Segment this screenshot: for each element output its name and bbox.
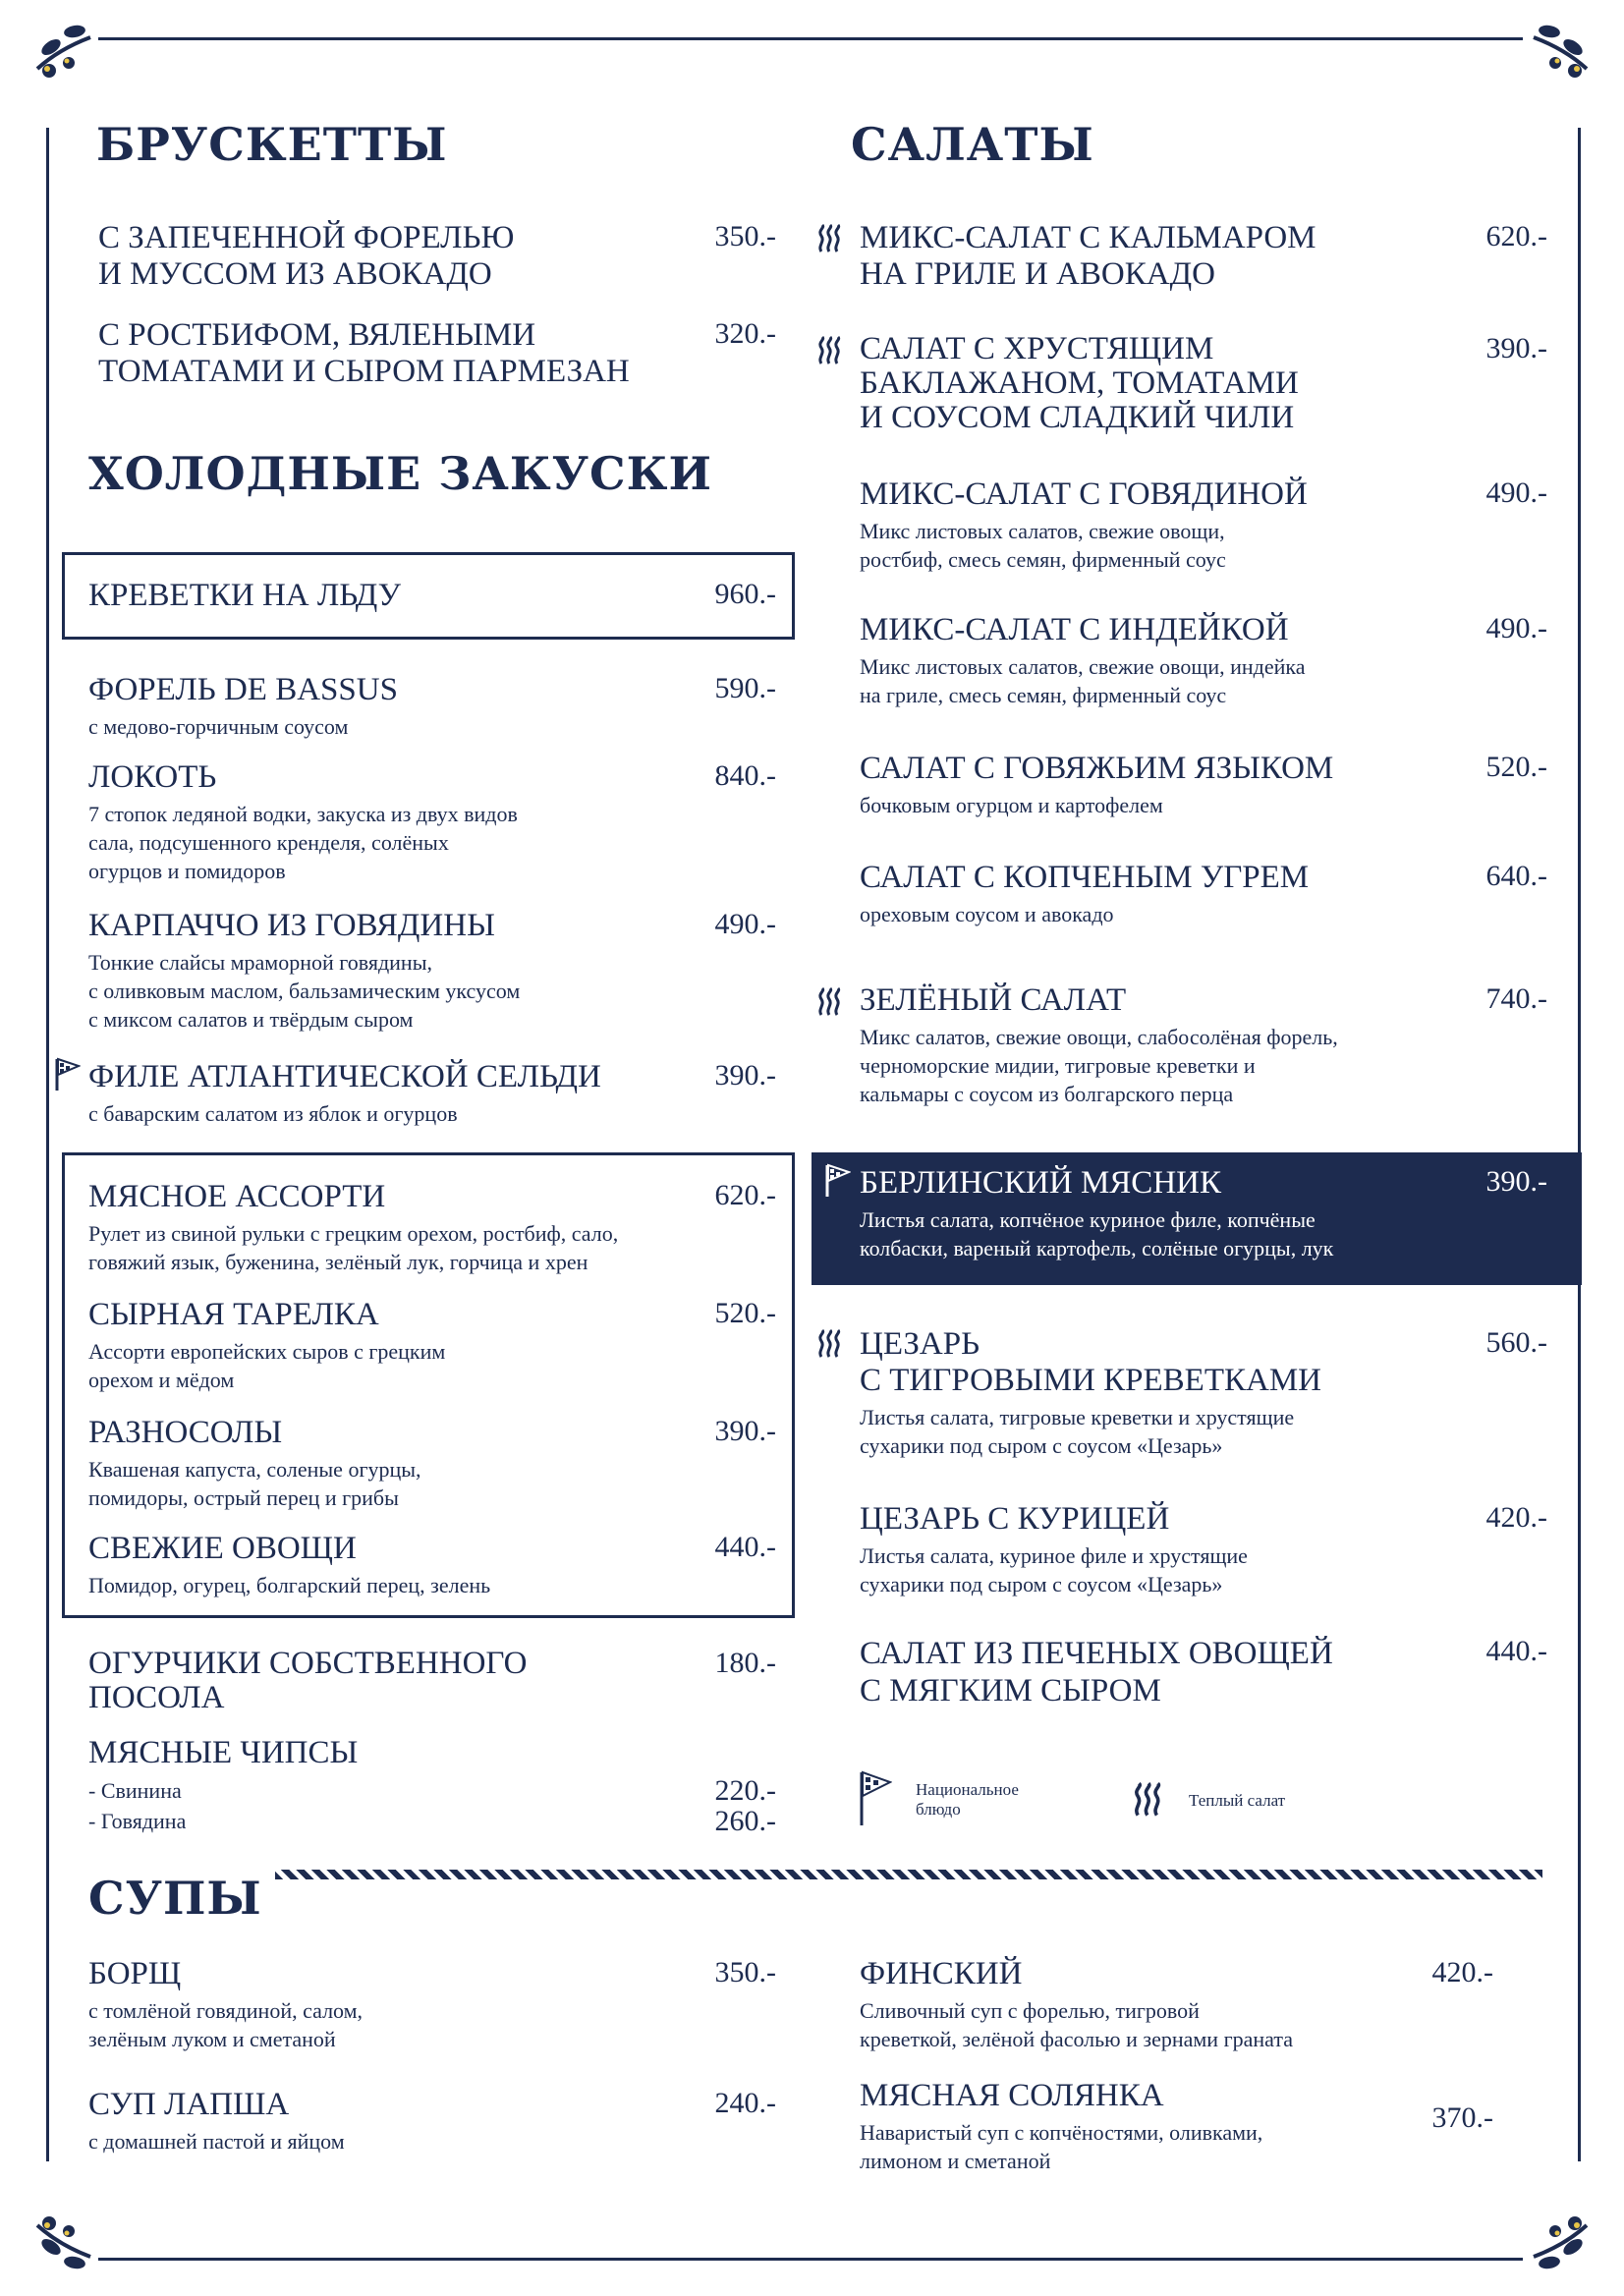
sub-item-row	[88, 1806, 776, 1836]
heading-bruschetta: БРУСКЕТТЫ	[96, 118, 448, 171]
item-price: 740.-	[1485, 982, 1547, 1015]
item-price: 350.-	[714, 220, 776, 252]
item-price: 640.-	[1485, 860, 1547, 892]
item-description: с медово-горчичным соусом	[88, 714, 349, 739]
item-name: МЯСНЫЕ ЧИПСЫ	[88, 1735, 359, 1770]
item-description: Микс листовых салатов, свежие овощи, ростбиф, смесь семян, фирменный соус	[860, 519, 1226, 572]
frame-right-line	[1578, 128, 1581, 2161]
item-name: РАЗНОСОЛЫ	[88, 1415, 283, 1450]
heading-soups: СУПЫ	[88, 1872, 262, 1925]
menu-item	[860, 751, 1547, 819]
menu-item	[88, 578, 776, 614]
item-price: 320.-	[714, 317, 776, 350]
item-name: ЦЕЗАРЬ С КУРИЦЕЙ	[860, 1501, 1170, 1537]
steam-icon	[1133, 1782, 1164, 1818]
menu-item	[860, 2078, 1493, 2175]
item-price: 350.-	[714, 1956, 776, 1988]
frame-top-line	[98, 37, 1523, 40]
item-name: САЛАТ С КОПЧЕНЫМ УГРЕМ	[860, 860, 1310, 895]
item-price: 390.-	[1485, 1165, 1547, 1198]
item-name: СВЕЖИЕ ОВОЩИ	[88, 1531, 357, 1566]
floral-ornament-icon	[29, 2206, 98, 2274]
item-name: КРЕВЕТКИ НА ЛЬДУ	[88, 578, 402, 613]
legend-warm-salad: Теплый салат	[1189, 1791, 1286, 1810]
menu-item	[88, 1059, 776, 1128]
menu-item	[88, 1956, 776, 2053]
item-description: бочковым огурцом и картофелем	[860, 793, 1163, 817]
item-price: 620.-	[1485, 220, 1547, 252]
item-price: 260.-	[714, 1805, 776, 1837]
steam-icon	[817, 224, 843, 253]
item-description: Сливочный суп с форелью, тигровой креветкой, зелёной фасолью и зернами граната	[860, 1998, 1293, 2051]
item-name: МИКС-САЛАТ С ИНДЕЙКОЙ	[860, 612, 1289, 647]
menu-item	[98, 317, 776, 390]
bavarian-flag-icon	[859, 1770, 892, 1827]
item-description: Наваристый суп с копчёностями, оливками, лимоном и сметаной	[860, 2120, 1263, 2173]
item-name: БОРЩ	[88, 1956, 182, 1991]
menu-item	[860, 1635, 1547, 1709]
item-name: С РОСТБИФОМ, ВЯЛЕНЫМИ ТОМАТАМИ И СЫРОМ ПАРМЕЗАН	[98, 317, 630, 389]
item-price: 220.-	[714, 1774, 776, 1807]
item-name: ЗЕЛЁНЫЙ САЛАТ	[860, 982, 1127, 1018]
item-price: 390.-	[714, 1059, 776, 1092]
item-name: ЛОКОТЬ	[88, 759, 217, 795]
item-description: ореховым соусом и авокадо	[860, 902, 1114, 926]
menu-item	[88, 1531, 776, 1599]
menu-item	[88, 908, 776, 1034]
item-price: 180.-	[714, 1647, 776, 1679]
menu-item	[88, 1297, 776, 1394]
menu-item	[98, 220, 776, 293]
item-name: МЯСНОЕ АССОРТИ	[88, 1179, 386, 1214]
item-price: 420.-	[1485, 1501, 1547, 1534]
item-name: СЫРНАЯ ТАРЕЛКА	[88, 1297, 379, 1332]
item-price: 240.-	[714, 2087, 776, 2119]
patterned-divider	[275, 1870, 1542, 1879]
menu-item	[860, 1165, 1547, 1262]
item-price: 520.-	[714, 1297, 776, 1329]
menu-item	[860, 1326, 1547, 1460]
item-price: 440.-	[714, 1531, 776, 1563]
item-price: 520.-	[1485, 751, 1547, 783]
menu-item	[88, 759, 776, 885]
steam-icon	[817, 987, 843, 1017]
menu-item	[88, 1735, 776, 1836]
sub-item-label: - Свинина	[88, 1778, 182, 1803]
item-name: БЕРЛИНСКИЙ МЯСНИК	[860, 1165, 1221, 1201]
item-name: САЛАТ С ХРУСТЯЩИМ БАКЛАЖАНОМ, ТОМАТАМИ И СОУСОМ СЛАДКИЙ ЧИЛИ	[860, 331, 1299, 435]
frame-left-line	[46, 128, 49, 2161]
item-description: Листья салата, копчёное куриное филе, копчёные колбаски, вареный картофель, солёные огурцы, лук	[860, 1207, 1334, 1260]
item-description: с баварским салатом из яблок и огурцов	[88, 1101, 458, 1126]
sub-item-row	[88, 1775, 776, 1806]
item-description: Тонкие слайсы мраморной говядины, с оливковым маслом, бальзамическим уксусом с миксом салатов и твёрдым сыром	[88, 950, 521, 1032]
menu-item	[88, 1415, 776, 1512]
item-price: 390.-	[1485, 332, 1547, 364]
menu-item	[88, 1647, 776, 1715]
item-price: 490.-	[1485, 476, 1547, 509]
item-name: ФОРЕЛЬ DE BASSUS	[88, 672, 398, 707]
bavarian-flag-icon	[55, 1057, 81, 1092]
item-price: 590.-	[714, 672, 776, 704]
item-name: С ЗАПЕЧЕННОЙ ФОРЕЛЬЮ И МУССОМ ИЗ АВОКАДО	[98, 220, 515, 292]
menu-item	[860, 982, 1547, 1108]
item-name: ФИЛЕ АТЛАНТИЧЕСКОЙ СЕЛЬДИ	[88, 1059, 601, 1094]
item-description: Листья салата, тигровые креветки и хрустящие сухарики под сыром с соусом «Цезарь»	[860, 1405, 1295, 1458]
frame-bottom-line	[98, 2258, 1523, 2261]
item-description: Рулет из свиной рульки с грецким орехом, ростбиф, сало, говяжий язык, буженина, зелёный лук, горчица и хрен	[88, 1221, 619, 1274]
heading-salads: САЛАТЫ	[851, 118, 1094, 171]
item-name: ФИНСКИЙ	[860, 1956, 1023, 1991]
item-price: 490.-	[714, 908, 776, 940]
item-name: ОГУРЧИКИ СОБСТВЕННОГО ПОСОЛА	[88, 1646, 528, 1715]
menu-item	[860, 220, 1547, 293]
floral-ornament-icon	[1526, 2206, 1595, 2274]
item-price: 440.-	[1485, 1635, 1547, 1667]
steam-icon	[817, 336, 843, 365]
item-price: 420.-	[1431, 1956, 1493, 1988]
item-price: 490.-	[1485, 612, 1547, 644]
steam-icon	[817, 1329, 843, 1359]
item-description: с домашней пастой и яйцом	[88, 2129, 345, 2154]
item-name: КАРПАЧЧО ИЗ ГОВЯДИНЫ	[88, 908, 495, 943]
item-description: Помидор, огурец, болгарский перец, зелень	[88, 1573, 491, 1597]
menu-item	[88, 1179, 776, 1276]
item-price: 620.-	[714, 1179, 776, 1211]
item-description: Микс листовых салатов, свежие овощи, индейка на гриле, смесь семян, фирменный соус	[860, 654, 1306, 707]
item-name: САЛАТ С ГОВЯЖЬИМ ЯЗЫКОМ	[860, 751, 1334, 786]
menu-item	[860, 476, 1547, 574]
item-price: 840.-	[714, 759, 776, 792]
item-name: СУП ЛАПША	[88, 2087, 290, 2122]
heading-cold-appetizers: ХОЛОДНЫЕ ЗАКУСКИ	[88, 447, 712, 500]
item-price: 370.-	[1431, 2101, 1493, 2134]
legend-national-dish: Национальное блюдо	[916, 1780, 1019, 1819]
menu-item	[860, 1501, 1547, 1598]
menu-item	[860, 1956, 1493, 2053]
floral-ornament-icon	[29, 20, 98, 88]
item-price: 560.-	[1485, 1326, 1547, 1359]
item-description: Квашеная капуста, соленые огурцы, помидоры, острый перец и грибы	[88, 1457, 421, 1510]
item-name: ЦЕЗАРЬ С ТИГРОВЫМИ КРЕВЕТКАМИ	[860, 1326, 1321, 1398]
item-name: МЯСНАЯ СОЛЯНКА	[860, 2078, 1164, 2113]
menu-item	[88, 2087, 776, 2156]
menu-item	[860, 612, 1547, 709]
menu-item	[88, 672, 776, 741]
item-name: МИКС-САЛАТ С ГОВЯДИНОЙ	[860, 476, 1308, 512]
item-name: МИКС-САЛАТ С КАЛЬМАРОМ НА ГРИЛЕ И АВОКАДО	[860, 220, 1316, 292]
item-description: Листья салата, куриное филе и хрустящие сухарики под сыром с соусом «Цезарь»	[860, 1543, 1248, 1596]
item-description: с томлёной говядиной, салом, зелёным луком и сметаной	[88, 1998, 364, 2051]
item-price: 390.-	[714, 1415, 776, 1447]
menu-item	[860, 860, 1547, 928]
sub-item-label: - Говядина	[88, 1809, 187, 1833]
bavarian-flag-icon	[825, 1163, 851, 1199]
item-name: САЛАТ ИЗ ПЕЧЕНЫХ ОВОЩЕЙ С МЯГКИМ СЫРОМ	[860, 1636, 1333, 1708]
floral-ornament-icon	[1526, 20, 1595, 88]
item-description: Микс салатов, свежие овощи, слабосолёная форель, черноморские мидии, тигровые креветки и кальмары с соусом из болгарского перца	[860, 1025, 1338, 1106]
item-description: 7 стопок ледяной водки, закуска из двух видов сала, подсушенного кренделя, солёных огурцов и помидоров	[88, 802, 518, 883]
item-description: Ассорти европейских сыров с грецким орехом и мёдом	[88, 1339, 446, 1392]
menu-item	[860, 332, 1547, 435]
item-price: 960.-	[714, 578, 776, 610]
